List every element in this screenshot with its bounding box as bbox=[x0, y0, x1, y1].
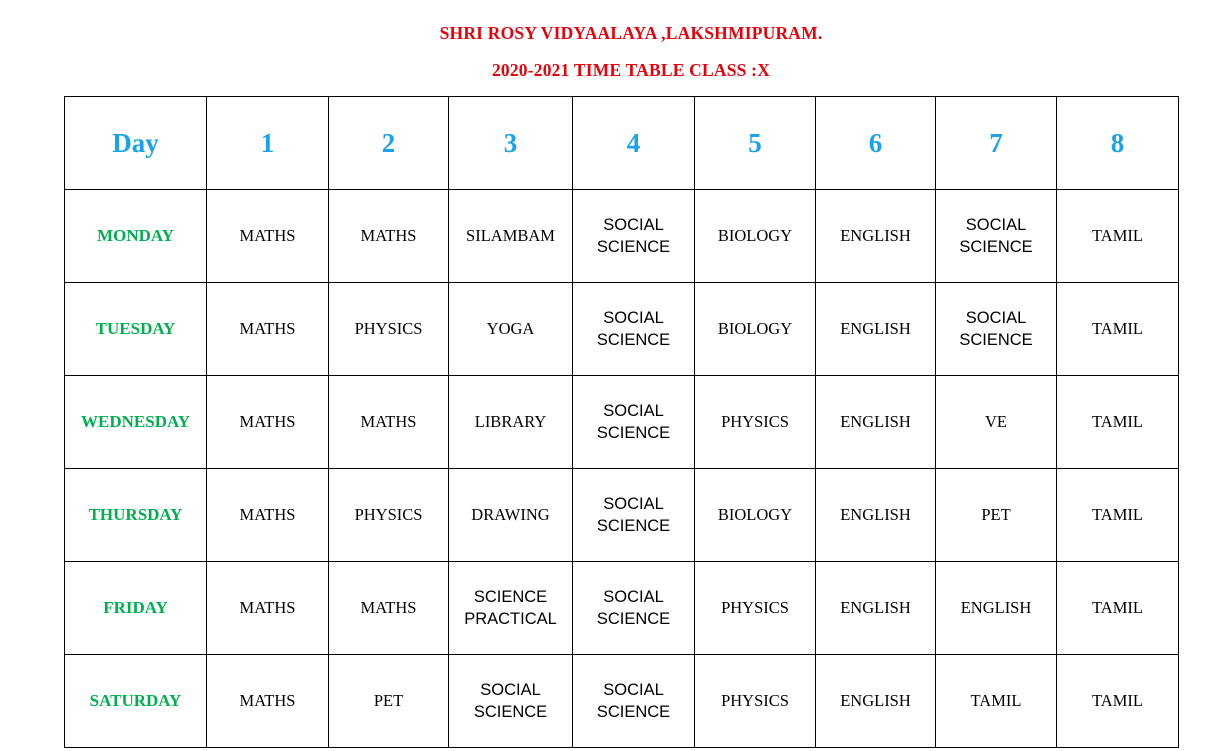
subject-text: PHYSICS bbox=[721, 412, 789, 431]
subject-text: TAMIL bbox=[1092, 226, 1143, 245]
period-cell bbox=[573, 376, 695, 469]
subject-text: TAMIL bbox=[970, 691, 1022, 710]
period-cell bbox=[329, 190, 449, 283]
table-row bbox=[65, 283, 1179, 376]
period-cell bbox=[1057, 190, 1179, 283]
period-cell bbox=[449, 376, 573, 469]
subject-text: MATHS bbox=[239, 691, 296, 710]
subject-text: ENGLISH bbox=[840, 598, 911, 617]
period-cell bbox=[816, 190, 936, 283]
subject-text: PRACTICAL bbox=[464, 610, 557, 628]
period-cell bbox=[816, 562, 936, 655]
subject-text: BIOLOGY bbox=[717, 505, 793, 524]
subject-text: SCIENCE bbox=[473, 703, 548, 721]
header-row bbox=[65, 97, 1179, 190]
day-label: WEDNESDAY bbox=[65, 376, 207, 469]
subject-text: SOCIAL bbox=[603, 588, 664, 606]
subject-text: SOCIAL bbox=[603, 681, 664, 699]
subject-text: LIBRARY bbox=[474, 412, 547, 431]
subject-text: SCIENCE bbox=[959, 331, 1033, 349]
column-header-day: Day bbox=[65, 97, 207, 190]
column-header-period-2: 2 bbox=[329, 97, 449, 190]
subject-text: MATHS bbox=[239, 505, 296, 524]
period-cell bbox=[207, 190, 329, 283]
subject-text: PET bbox=[981, 505, 1011, 524]
subject-text: TAMIL bbox=[1092, 598, 1143, 617]
period-cell bbox=[695, 283, 816, 376]
subject-text: SCIENCE bbox=[596, 424, 671, 442]
period-cell bbox=[695, 469, 816, 562]
subject-text: VE bbox=[985, 412, 1007, 431]
subject-text: PET bbox=[373, 691, 404, 710]
subject-text: SOCIAL bbox=[603, 495, 664, 513]
table-row bbox=[65, 562, 1179, 655]
period-cell bbox=[816, 655, 936, 748]
subject-text: SCIENCE bbox=[596, 331, 671, 349]
period-cell bbox=[936, 655, 1057, 748]
subject-text: TAMIL bbox=[1092, 319, 1143, 338]
subject-text: TAMIL bbox=[1092, 691, 1143, 710]
subject-text: SCIENCE bbox=[596, 610, 671, 628]
subject-text: ENGLISH bbox=[840, 226, 911, 245]
period-cell bbox=[329, 655, 449, 748]
table-row bbox=[65, 469, 1179, 562]
period-cell bbox=[329, 283, 449, 376]
subject-text: PHYSICS bbox=[721, 691, 789, 710]
period-cell bbox=[816, 376, 936, 469]
subject-text: MATHS bbox=[239, 319, 296, 338]
day-label: MONDAY bbox=[65, 190, 207, 283]
column-header-period-8: 8 bbox=[1057, 97, 1179, 190]
day-label: TUESDAY bbox=[65, 283, 207, 376]
period-cell bbox=[207, 469, 329, 562]
period-cell bbox=[573, 190, 695, 283]
period-cell bbox=[1057, 562, 1179, 655]
subject-text: DRAWING bbox=[471, 505, 550, 524]
day-label: THURSDAY bbox=[65, 469, 207, 562]
subject-text: SCIENCE bbox=[596, 703, 671, 721]
day-label: FRIDAY bbox=[65, 562, 207, 655]
period-cell bbox=[1057, 376, 1179, 469]
period-cell bbox=[936, 283, 1057, 376]
subject-text: SILAMBAM bbox=[466, 226, 555, 245]
period-cell bbox=[1057, 283, 1179, 376]
column-header-period-1: 1 bbox=[207, 97, 329, 190]
subject-text: MATHS bbox=[239, 412, 296, 431]
subject-text: ENGLISH bbox=[840, 691, 911, 710]
subject-text: MATHS bbox=[239, 226, 296, 245]
subject-text: BIOLOGY bbox=[717, 319, 793, 338]
subject-text: SCIENCE bbox=[473, 588, 548, 606]
period-cell bbox=[936, 190, 1057, 283]
period-cell bbox=[449, 562, 573, 655]
period-cell bbox=[936, 376, 1057, 469]
period-cell bbox=[207, 562, 329, 655]
subject-text: SOCIAL bbox=[603, 402, 664, 420]
period-cell bbox=[207, 655, 329, 748]
timetable bbox=[64, 96, 1179, 748]
period-cell bbox=[329, 562, 449, 655]
period-cell bbox=[695, 376, 816, 469]
subject-text: SOCIAL bbox=[965, 309, 1027, 327]
subject-text: SCIENCE bbox=[959, 238, 1033, 256]
subject-text: PHYSICS bbox=[721, 598, 789, 617]
period-cell bbox=[816, 469, 936, 562]
timetable-subtitle: 2020-2021 TIME TABLE CLASS :X bbox=[491, 60, 771, 80]
subject-text: SOCIAL bbox=[603, 216, 664, 234]
period-cell bbox=[695, 190, 816, 283]
column-header-period-4: 4 bbox=[573, 97, 695, 190]
period-cell bbox=[573, 283, 695, 376]
period-cell bbox=[573, 562, 695, 655]
period-cell bbox=[573, 469, 695, 562]
period-cell bbox=[936, 562, 1057, 655]
subject-text: ENGLISH bbox=[840, 412, 911, 431]
subject-text: MATHS bbox=[360, 598, 417, 617]
subject-text: PHYSICS bbox=[354, 319, 423, 338]
subject-text: SCIENCE bbox=[596, 517, 671, 535]
period-cell bbox=[449, 469, 573, 562]
subject-text: MATHS bbox=[239, 598, 296, 617]
column-header-period-5: 5 bbox=[695, 97, 816, 190]
period-cell bbox=[573, 655, 695, 748]
period-cell bbox=[207, 376, 329, 469]
column-header-period-3: 3 bbox=[449, 97, 573, 190]
subject-text: PHYSICS bbox=[354, 505, 423, 524]
table-row bbox=[65, 376, 1179, 469]
period-cell bbox=[449, 190, 573, 283]
period-cell bbox=[1057, 655, 1179, 748]
subject-text: TAMIL bbox=[1092, 412, 1143, 431]
period-cell bbox=[695, 562, 816, 655]
subject-text: ENGLISH bbox=[840, 505, 911, 524]
period-cell bbox=[449, 655, 573, 748]
period-cell bbox=[936, 469, 1057, 562]
subject-text: SOCIAL bbox=[965, 216, 1027, 234]
period-cell bbox=[449, 283, 573, 376]
subject-text: MATHS bbox=[360, 226, 417, 245]
subject-text: ENGLISH bbox=[960, 598, 1032, 617]
day-label: SATURDAY bbox=[65, 655, 207, 748]
period-cell bbox=[1057, 469, 1179, 562]
timetable-body bbox=[65, 97, 1179, 748]
period-cell bbox=[695, 655, 816, 748]
subject-text: BIOLOGY bbox=[717, 226, 793, 245]
subject-text: TAMIL bbox=[1092, 505, 1143, 524]
subject-text: SOCIAL bbox=[603, 309, 664, 327]
period-cell bbox=[329, 376, 449, 469]
period-cell bbox=[816, 283, 936, 376]
school-title: SHRI ROSY VIDYAALAYA ,LAKSHMIPURAM. bbox=[439, 23, 823, 43]
table-row bbox=[65, 655, 1179, 748]
subject-text: MATHS bbox=[360, 412, 417, 431]
column-header-period-6: 6 bbox=[816, 97, 936, 190]
column-header-period-7: 7 bbox=[936, 97, 1057, 190]
subject-text: SCIENCE bbox=[596, 238, 671, 256]
subject-text: SOCIAL bbox=[480, 681, 541, 699]
subject-text: ENGLISH bbox=[840, 319, 911, 338]
period-cell bbox=[329, 469, 449, 562]
table-row bbox=[65, 190, 1179, 283]
period-cell bbox=[207, 283, 329, 376]
subject-text: YOGA bbox=[486, 319, 535, 338]
